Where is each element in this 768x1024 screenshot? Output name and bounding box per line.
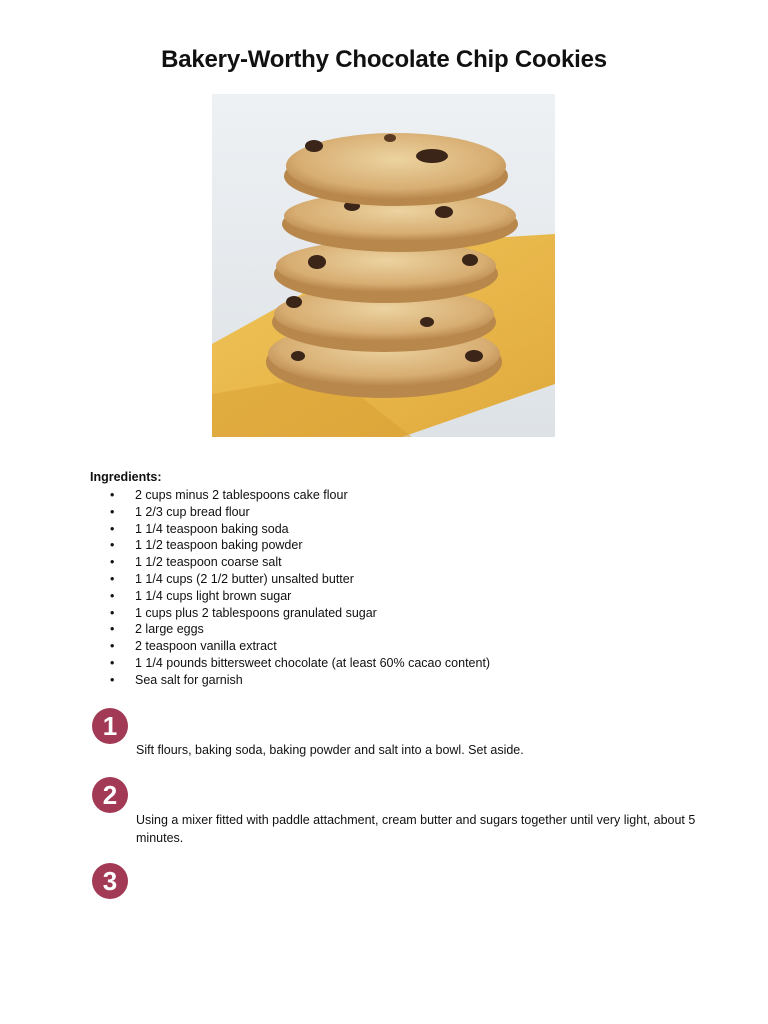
step-1-badge: 1 xyxy=(92,708,128,744)
cookie-stack-photo xyxy=(212,94,555,437)
list-item: • 1 cups plus 2 tablespoons granulated sugar xyxy=(110,605,377,620)
bullet-icon: • xyxy=(110,639,115,654)
bullet-icon: • xyxy=(110,555,115,570)
step-2-badge: 2 xyxy=(92,777,128,813)
list-item: • 2 large eggs xyxy=(110,622,204,637)
bullet-icon: • xyxy=(110,521,115,536)
step-2-text: Using a mixer fitted with paddle attachment, cream butter and sugars together until very light, about 5 minutes. xyxy=(136,813,696,845)
bullet-icon: • xyxy=(110,605,115,620)
list-item: • 1 1/4 cups (2 1/2 butter) unsalted butter xyxy=(110,571,354,586)
bullet-icon: • xyxy=(110,538,115,553)
list-item: • 1 1/2 teaspoon baking powder xyxy=(110,538,303,553)
list-item: • 2 cups minus 2 tablespoons cake flour xyxy=(110,488,348,502)
list-item: • 1 1/4 pounds bittersweet chocolate (at least 60% cacao content) xyxy=(110,655,491,670)
list-item: • 1 1/4 teaspoon baking soda xyxy=(110,521,289,536)
list-item: • 1 1/4 cups light brown sugar xyxy=(110,588,292,603)
step-1-text: Sift flours, baking soda, baking powder and salt into a bowl. Set aside. xyxy=(136,743,524,757)
bullet-icon: • xyxy=(110,504,115,519)
ingredients-heading: Ingredients: xyxy=(90,470,162,484)
bullet-icon: • xyxy=(110,672,115,687)
bullet-icon: • xyxy=(110,571,115,586)
bullet-icon: • xyxy=(110,488,115,502)
list-item: • 1 1/2 teaspoon coarse salt xyxy=(110,555,282,570)
ingredients-list xyxy=(106,487,490,689)
bullet-icon: • xyxy=(110,622,115,637)
bullet-icon: • xyxy=(110,588,115,603)
document-title: Bakery-Worthy Chocolate Chip Cookies xyxy=(161,46,607,73)
step-3-badge: 3 xyxy=(92,863,128,899)
bullet-icon: • xyxy=(110,655,115,670)
list-item: • 1 2/3 cup bread flour xyxy=(110,504,250,519)
list-item: • 2 teaspoon vanilla extract xyxy=(110,639,277,654)
list-item: • Sea salt for garnish xyxy=(110,672,243,687)
